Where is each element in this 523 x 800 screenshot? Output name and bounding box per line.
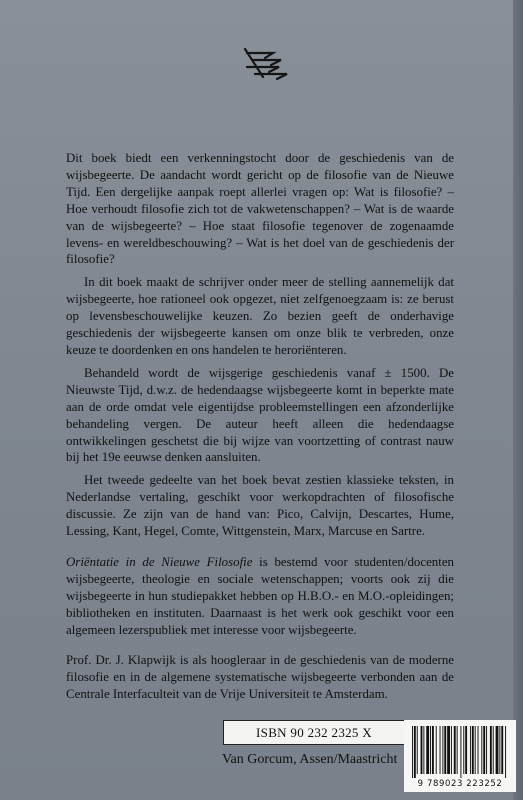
barcode-bar xyxy=(440,726,441,774)
barcode-bar xyxy=(470,726,471,774)
paragraph-scope: Behandeld wordt de wijsgerige geschiedenis vanaf ± 1500. De Nieuwste Tijd, d.w.z. de hedendaagse wijsbegeerte komt in beperkte mate aan de orde omdat vele eigentijdse probleemstellingen een afzonderlijke behandeling vergen. De auteur heeft alleen die hedendaagse ontwikkelingen geschetst die bij wijze van voortzetting of contrast nauw bij het 19e eeuwse denken aansluiten. xyxy=(66,365,454,465)
barcode-bar xyxy=(499,726,500,774)
barcode-bar xyxy=(442,726,443,774)
barcode-bar xyxy=(501,726,503,774)
barcode xyxy=(404,720,516,792)
barcode-bar xyxy=(490,726,492,774)
barcode-bar xyxy=(463,726,464,774)
barcode-bar xyxy=(421,726,423,774)
barcode-bar xyxy=(447,726,450,774)
barcode-bar xyxy=(465,726,467,774)
barcode-bar xyxy=(430,726,431,774)
publisher-name: Van Gorcum, Assen/Maastricht xyxy=(222,752,398,767)
barcode-bar xyxy=(481,726,482,774)
barcode-bar xyxy=(478,726,479,774)
barcode-bar xyxy=(475,726,476,774)
barcode-bar xyxy=(496,726,499,774)
isbn-label xyxy=(223,720,405,745)
barcode-bar xyxy=(454,726,456,774)
blurb xyxy=(66,150,454,709)
barcode-bar xyxy=(426,726,429,774)
barcode-bar xyxy=(483,726,485,774)
barcode-bar xyxy=(451,726,452,774)
audience-text: is bestemd voor studenten/docenten wijsbegeerte, theologie en sociale wetenschappen; voorts ook zij die wijsbegeerte in hun studiepakket hebben op H.B.O.- en M.O.-opleidingen; bibliotheken en instituten. Daarnaast is het werk ook geschikt voor een algemeen lezerspubliek met interesse voor wijsbegeerte. xyxy=(66,554,454,637)
barcode-bar xyxy=(444,726,446,774)
barcode-bar xyxy=(457,726,458,774)
barcode-bar xyxy=(412,726,413,778)
barcode-bar xyxy=(505,726,506,778)
paragraph-audience xyxy=(66,554,454,639)
paragraph-author: Prof. Dr. J. Klapwijk is als hoogleraar in de geschiedenis van de moderne filosofie en in de algemene systematische wijsbegeerte verbonden aan de Centrale Interfaculteit van de Vrije Universiteit te Amsterdam. xyxy=(66,653,454,702)
paragraph-texts: Het tweede gedeelte van het boek bevat zestien klassieke teksten, in Nederlandse vertaling, geschikt voor werkopdrachten of filosofische discussie. Ze zijn van de hand van: Pico, Calvijn, Descartes, Hume, Lessing, Kant, Hegel, Comte, Wittgenstein, Marx, Marcuse en Sartre. xyxy=(66,473,454,539)
barcode-number: 9 789023 223252 xyxy=(417,779,503,789)
publisher-logo-icon xyxy=(243,47,291,81)
barcode-bars xyxy=(412,726,508,778)
barcode-bar xyxy=(493,726,494,774)
barcode-bar xyxy=(436,726,437,774)
barcode-bar xyxy=(432,726,434,774)
barcode-bar xyxy=(472,726,474,774)
barcode-bar xyxy=(486,726,487,774)
book-title: Oriëntatie in de Nieuwe Filosofie xyxy=(66,554,253,569)
paragraph-thesis: In dit boek maakt de schrijver onder meer de stelling aannemelijk dat wijsbegeerte, hoe rationeel ook opgezet, niet zelfgenoegzaam is: ze berust op levensbeschouwelijke keuzen. Zo bezien geeft de onderhavige geschiedenis der wijsbegeerte kansen om onze blik te verbreden, onze keuze te doordenken en ons handelen te heroriënteren. xyxy=(66,275,454,357)
barcode-bar xyxy=(417,726,418,774)
barcode-bar xyxy=(460,726,461,778)
cover-edge xyxy=(513,0,523,800)
paragraph-intro: Dit boek biedt een verkenningstocht door de geschiedenis van de wijsbegeerte. De aandacht wordt gericht op de filosofie van de Nieuwe Tijd. Een dergelijke aanpak roept allerlei vragen op: Wat is filosofie? – Hoe verhoudt filosofie zich tot de vakwetenschappen? – Wat is de waarde van de wijsbegeerte? – Hoe staat filosofie tegenover de zogenaamde levens- en wereldbeschouwing? – Wat is het doel van de geschiedenis der filosofie? xyxy=(66,151,454,267)
isbn-text: ISBN 90 232 2325 X xyxy=(256,724,372,740)
barcode-bar xyxy=(414,726,416,778)
barcode-bar xyxy=(423,726,424,774)
